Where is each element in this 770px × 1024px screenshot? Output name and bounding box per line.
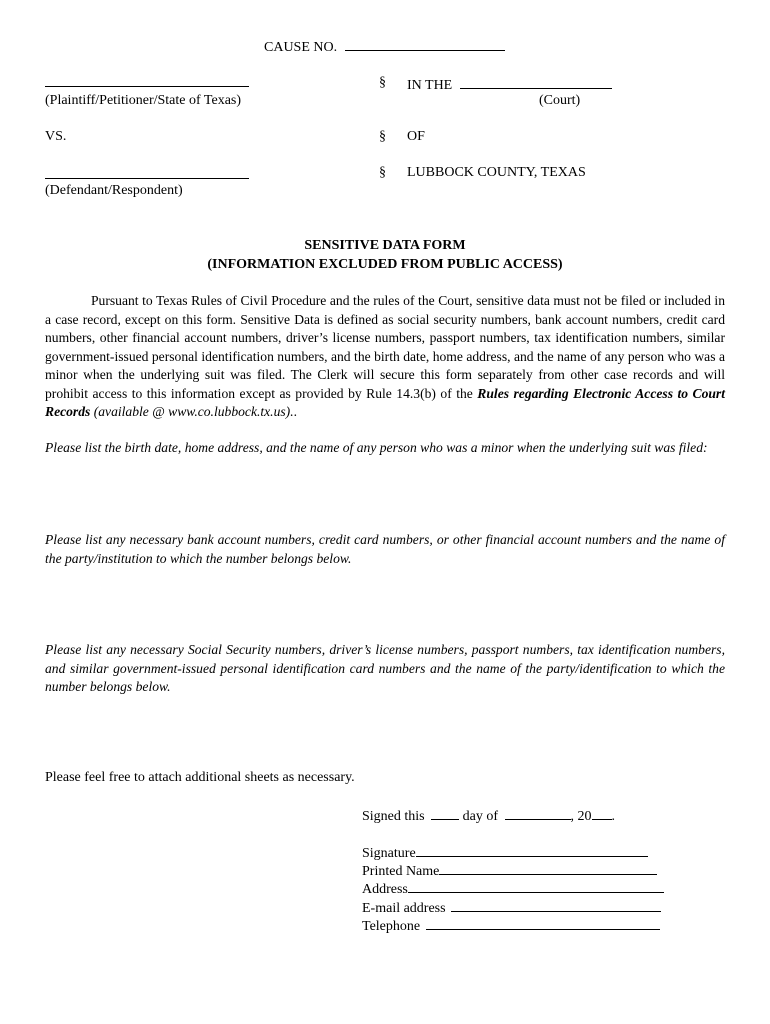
intro-trailing: . [293, 404, 298, 419]
signed-date-row [362, 805, 615, 826]
section-symbol-1: § [379, 75, 386, 90]
cause-number-row [264, 36, 505, 57]
section-symbol-3: § [379, 165, 386, 180]
financial-info-area[interactable] [45, 567, 725, 637]
rules-reference: Rules regarding Electronic Access to Court Records [45, 385, 725, 419]
telephone-row [362, 915, 660, 936]
form-title: SENSITIVE DATA FORM [304, 238, 466, 253]
identification-info-prompt: Please list any necessary Social Security numbers, driver’s license numbers, passport numbers, tax identification numbers, and similar government-issued personal identification card numbers and the name of the party/identification to which the number belongs below. [45, 642, 725, 694]
address-row [362, 878, 664, 899]
signature-field[interactable] [416, 842, 648, 857]
year-prefix: , 20 [570, 809, 592, 824]
printed-name-label: Printed Name [362, 864, 440, 879]
signed-period: . [611, 809, 616, 824]
signed-day-field[interactable] [431, 805, 459, 820]
intro-paragraph [45, 292, 725, 422]
form-subtitle: (INFORMATION EXCLUDED FROM PUBLIC ACCESS) [207, 257, 563, 272]
plaintiff-blank[interactable] [45, 72, 249, 93]
court-row [407, 74, 612, 95]
signed-this-label: Signed this [362, 809, 425, 824]
minor-info-area[interactable] [45, 475, 725, 525]
signature-label: Signature [362, 846, 416, 861]
cause-no-label: CAUSE NO. [264, 40, 338, 55]
defendant-label: (Defendant/Respondent) [45, 183, 183, 198]
court-name-field[interactable] [460, 74, 612, 89]
court-label: (Court) [539, 93, 581, 108]
telephone-label: Telephone [362, 919, 421, 934]
identification-info-area[interactable] [45, 696, 725, 766]
day-of-label: day of [462, 809, 499, 824]
financial-info-prompt: Please list any necessary bank account numbers, credit card numbers, or other financial account numbers and the name of the party/institution to which the number belongs below. [45, 532, 725, 566]
address-field[interactable] [408, 878, 664, 893]
address-label: Address [362, 882, 408, 897]
email-field[interactable] [451, 897, 661, 912]
attach-note: Please feel free to attach additional sheets as necessary. [45, 770, 355, 785]
in-the-label: IN THE [407, 78, 453, 93]
vs-label: VS. [45, 129, 67, 144]
intro-text: Pursuant to Texas Rules of Civil Procedure and the rules of the Court, sensitive data must not be filed or included in a case record, except on this form. Sensitive Data is defined as social security numbers, bank account numbers, credit card numbers, other financial account numbers, driver’s license numbers, passport numbers, tax identification numbers, similar government-issued personal identification numbers, and the birth date, home address, and the name of any person who was a minor when the underlying suit was filed. The Clerk will secure this form separately from other case records and will prohibit access to this information except as provided by Rule 14.3(b) of the [45, 293, 725, 401]
of-label: OF [407, 129, 425, 144]
cause-no-field[interactable] [345, 36, 505, 51]
website-reference: (available @ www.co.lubbock.tx.us). [90, 404, 294, 419]
signed-year-field[interactable] [592, 805, 612, 820]
minor-info-prompt: Please list the birth date, home address, and the name of any person who was a minor when the underlying suit was filed: [45, 440, 708, 455]
section-symbol-2: § [379, 129, 386, 144]
signed-month-field[interactable] [505, 805, 571, 820]
county-label: LUBBOCK COUNTY, TEXAS [407, 165, 586, 180]
telephone-field[interactable] [426, 915, 660, 930]
email-label: E-mail address [362, 901, 446, 916]
plaintiff-label: (Plaintiff/Petitioner/State of Texas) [45, 93, 242, 108]
printed-name-field[interactable] [439, 860, 657, 875]
